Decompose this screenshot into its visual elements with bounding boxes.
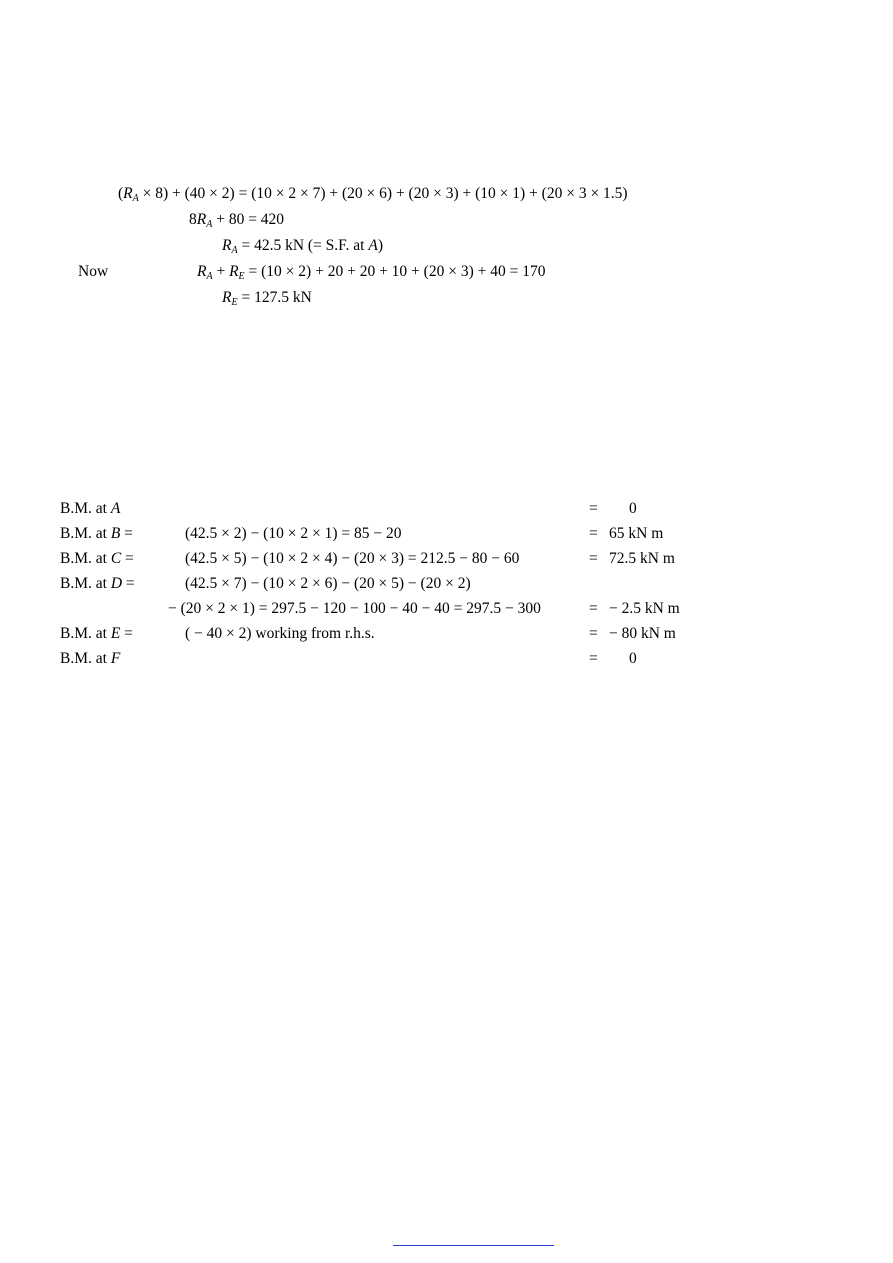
eq-text: + 80 = 420 xyxy=(212,211,285,228)
eq-symbol: R xyxy=(222,237,232,254)
bm-label-prefix: B.M. at xyxy=(60,550,111,567)
eq-text: = 127.5 kN xyxy=(237,289,312,306)
bm-point: A xyxy=(110,500,121,517)
eq-subscript: A xyxy=(206,271,213,282)
bm-label-prefix: B.M. at xyxy=(60,650,111,667)
bm-value: 72.5 kN m xyxy=(609,550,675,567)
now-label xyxy=(78,262,108,282)
footer-link-underline xyxy=(393,1245,554,1246)
bm-label xyxy=(60,574,135,594)
eq-symbol: R xyxy=(123,185,133,202)
bm-value: 65 kN m xyxy=(609,525,664,542)
bm-point: C xyxy=(110,550,122,567)
eq-text: × 8) + (40 × 2) = (10 × 2 × 7) + (20 × 6) + (20 × 3) + (10 × 1) + (20 × 3 × 1.5) xyxy=(138,185,628,202)
eq-subscript: A xyxy=(132,193,139,204)
bm-point: F xyxy=(110,650,121,667)
eq-symbol: R xyxy=(222,289,232,306)
bm-expression: ( − 40 × 2) working from r.h.s. xyxy=(185,625,375,642)
bm-expression: (42.5 × 2) − (10 × 2 × 1) = 85 − 20 xyxy=(185,525,402,542)
bm-label-prefix: B.M. at xyxy=(60,575,111,592)
bm-label xyxy=(60,524,133,544)
bm-equals: = xyxy=(589,500,598,517)
bm-value: 0 xyxy=(629,500,637,517)
equation-re-result xyxy=(222,288,312,308)
eq-subscript: A xyxy=(231,245,238,256)
bm-expression: (42.5 × 7) − (10 × 2 × 6) − (20 × 5) − (20 × 2) xyxy=(185,575,471,592)
bm-label xyxy=(60,624,133,644)
bm-value: − 2.5 kN m xyxy=(609,600,680,617)
eq-subscript: E xyxy=(231,297,238,308)
eq-symbol: R xyxy=(197,263,207,280)
eq-symbol: A xyxy=(368,237,378,254)
eq-text: = 42.5 kN (= S.F. at xyxy=(237,237,369,254)
bm-value: 0 xyxy=(629,650,637,667)
equation-ra-plus-re xyxy=(197,262,545,282)
eq-text: 8 xyxy=(189,211,197,228)
bm-point: B xyxy=(110,525,121,542)
bm-label-suffix: = xyxy=(120,625,133,642)
eq-symbol: R xyxy=(196,211,207,228)
bm-value: − 80 kN m xyxy=(609,625,676,642)
equation-ra-result xyxy=(222,236,383,256)
bm-equals: = xyxy=(589,625,598,642)
bm-equals: = xyxy=(589,525,598,542)
bm-label xyxy=(60,649,120,669)
bm-label xyxy=(60,499,120,519)
bm-equals: = xyxy=(589,550,598,567)
bm-point: E xyxy=(110,625,121,642)
eq-subscript: A xyxy=(206,219,213,230)
bm-label-prefix: B.M. at xyxy=(60,500,111,517)
equation-8ra xyxy=(189,210,284,230)
eq-text: ) xyxy=(377,237,383,254)
equation-moment-about-e xyxy=(118,184,628,204)
bm-expression: (42.5 × 5) − (10 × 2 × 4) − (20 × 3) = 212.5 − 80 − 60 xyxy=(185,550,520,567)
bm-equals: = xyxy=(589,650,598,667)
bm-label-prefix: B.M. at xyxy=(60,525,111,542)
eq-text: ( xyxy=(118,185,124,202)
bm-label-prefix: B.M. at xyxy=(60,625,111,642)
eq-text: + xyxy=(212,263,230,280)
eq-subscript: E xyxy=(238,271,245,282)
bm-expression: − (20 × 2 × 1) = 297.5 − 120 − 100 − 40 − 40 = 297.5 − 300 xyxy=(168,600,541,617)
bm-label xyxy=(60,549,134,569)
bm-point: D xyxy=(110,575,123,592)
bm-label-suffix: = xyxy=(120,525,133,542)
eq-text: Now xyxy=(78,263,109,280)
bm-label-suffix: = xyxy=(121,550,134,567)
eq-symbol: R xyxy=(229,263,239,280)
bm-equals: = xyxy=(589,600,598,617)
eq-text: = (10 × 2) + 20 + 20 + 10 + (20 × 3) + 40 = 170 xyxy=(244,263,546,280)
bm-label-suffix: = xyxy=(122,575,135,592)
